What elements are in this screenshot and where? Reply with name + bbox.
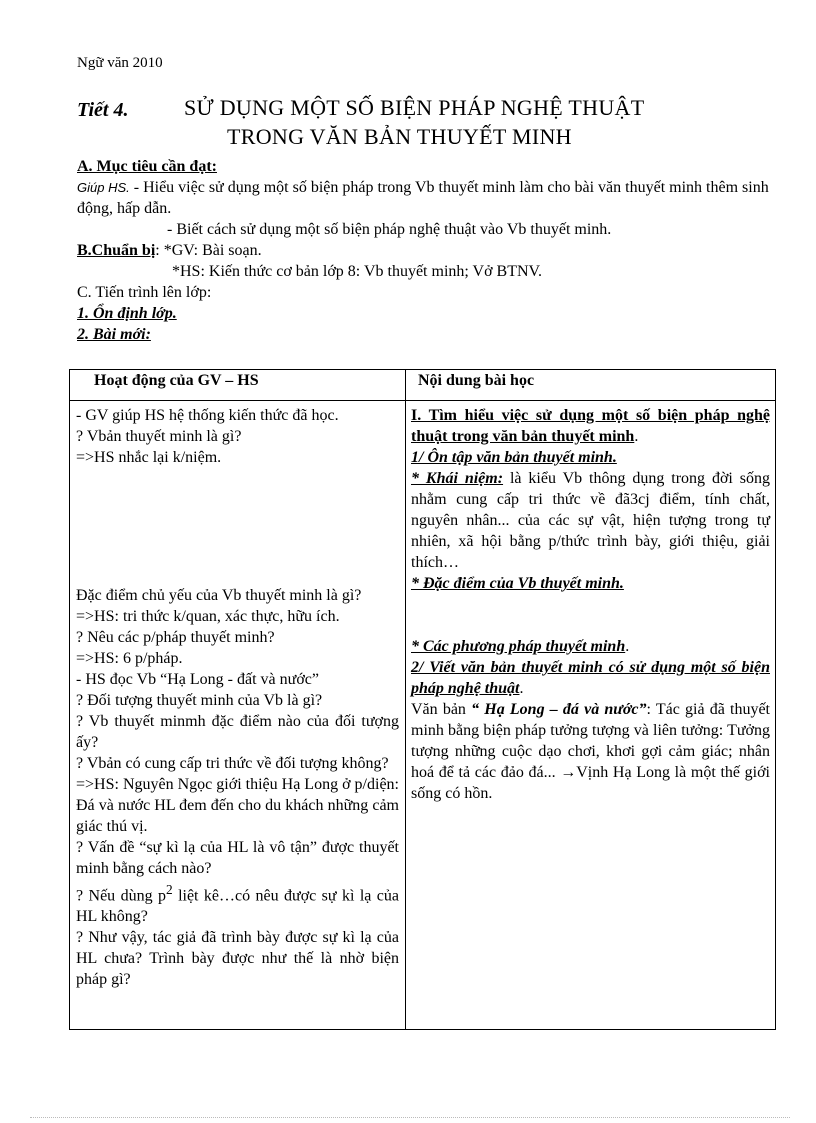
lesson-table (69, 369, 776, 1030)
arrow-icon: → (560, 764, 577, 781)
activity-line: ? Vb thuyết minmh đặc điểm nào của đối tượng ấy? (76, 713, 399, 751)
activity-line: - HS đọc Vb “Hạ Long - đất và nước” (76, 671, 319, 688)
preparation-heading: B.Chuẩn bị (77, 242, 156, 259)
intro-section (77, 156, 777, 345)
column-header-content: Nội dung bài học (406, 370, 776, 401)
preparation-line: B.Chuẩn bị: *GV: Bài soạn. (77, 242, 262, 259)
activity-line: ? Đối tượng thuyết minh của Vb là gì? (76, 692, 323, 709)
page-bottom-divider (30, 1117, 790, 1118)
objective-prefix: Giúp HS. (77, 180, 130, 195)
activity-line: Đặc điểm chủ yếu của Vb thuyết minh là gì? (76, 587, 362, 604)
column-header-activities: Hoạt động của GV – HS (70, 370, 406, 401)
concept-label: * Khái niệm: (411, 470, 504, 487)
activity-line: ? Vấn đề “sự kì lạ của HL là vô tận” được thuyết minh bằng cách nào? (76, 839, 399, 877)
activity-line: =>HS: tri thức k/quan, xác thực, hữu ích. (76, 608, 340, 625)
activity-line: =>HS: 6 p/pháp. (76, 650, 183, 667)
step-2: 2. Bài mới: (77, 326, 151, 343)
concept-paragraph: * Khái niệm: là kiểu Vb thông dụng trong đời sống nhằm cung cấp tri thức về đã3cj điểm, tính chất, nguyên nhân... của các sự vật, hiện tượng trong tự nhiên, xã hội bằng p/thức trình bày, giới thiệu, giải thích… (411, 470, 770, 571)
lesson-title-line1: SỬ DỤNG MỘT SỐ BIỆN PHÁP NGHỆ THUẬT (184, 95, 645, 120)
step-1: 1. Ổn định lớp. (77, 305, 177, 322)
lesson-title-line2: TRONG VĂN BẢN THUYẾT MINH (227, 124, 572, 149)
methods-heading: * Các phương pháp thuyết minh. (411, 638, 630, 655)
objective-2: - Biết cách sử dụng một số biện pháp nghệ thuật vào Vb thuyết minh. (167, 221, 612, 238)
subsection-review: 1/ Ôn tập văn bản thuyết minh. (411, 449, 617, 466)
halong-paragraph: Văn bản “ Hạ Long – đá và nước”: Tác giả đã thuyết minh bằng biện pháp tưởng tượng và liên tưởng: Tưởng tượng những cuộc dạo chơi, khơi gợi cảm giác; nhân hoá để tả các đảo đá... →Vịnh Hạ Long là một thế giới sống có hồn. (411, 701, 770, 802)
activity-line: ? Nêu các p/pháp thuyết minh? (76, 629, 275, 646)
activity-line: ? Vbản có cung cấp tri thức về đối tượng không? (76, 755, 389, 772)
procedure-heading: C. Tiến trình lên lớp: (77, 284, 212, 301)
activity-line: ? Nếu dùng $p^2$ liệt kê…có nêu được sự kì lạ của HL không? (76, 882, 399, 926)
activity-line: ? Vbản thuyết minh là gì? (76, 428, 242, 445)
content-cell (406, 401, 776, 1030)
activity-line: ? Như vậy, tác giả đã trình bày được sự kì lạ của HL chưa? Trình bày được như thế là nhờ biện pháp gì? (76, 929, 399, 989)
text-title: “ Hạ Long – đá và nước” (471, 701, 647, 718)
objective-1: Giúp HS. - Hiểu việc sử dụng một số biện pháp trong Vb thuyết minh làm cho bài văn thuyết minh thêm sinh động, hấp dẫn. (77, 179, 769, 217)
objectives-heading: A. Mục tiêu cần đạt: (77, 158, 217, 175)
activities-cell (70, 401, 406, 1030)
document-header: Ngữ văn 2010 (77, 55, 163, 71)
lesson-number: Tiết 4. (77, 99, 129, 121)
subsection-writing: 2/ Viết văn bản thuyết minh có sử dụng một số biện pháp nghệ thuật. (411, 659, 770, 697)
activity-line: =>HS nhắc lại k/niệm. (76, 449, 222, 466)
activity-line: =>HS: Nguyên Ngọc giới thiệu Hạ Long ở p/diện: Đá và nước HL đem đến cho du khách những cảm giác thú vị. (76, 776, 399, 835)
features-heading: * Đặc điểm của Vb thuyết minh. (411, 575, 624, 592)
section-heading: I. Tìm hiểu việc sử dụng một số biện pháp nghệ thuật trong văn bản thuyết minh. (411, 407, 770, 445)
activity-line: - GV giúp HS hệ thống kiến thức đã học. (76, 407, 339, 424)
preparation-students: *HS: Kiến thức cơ bản lớp 8: Vb thuyết minh; Vở BTNV. (172, 263, 543, 280)
